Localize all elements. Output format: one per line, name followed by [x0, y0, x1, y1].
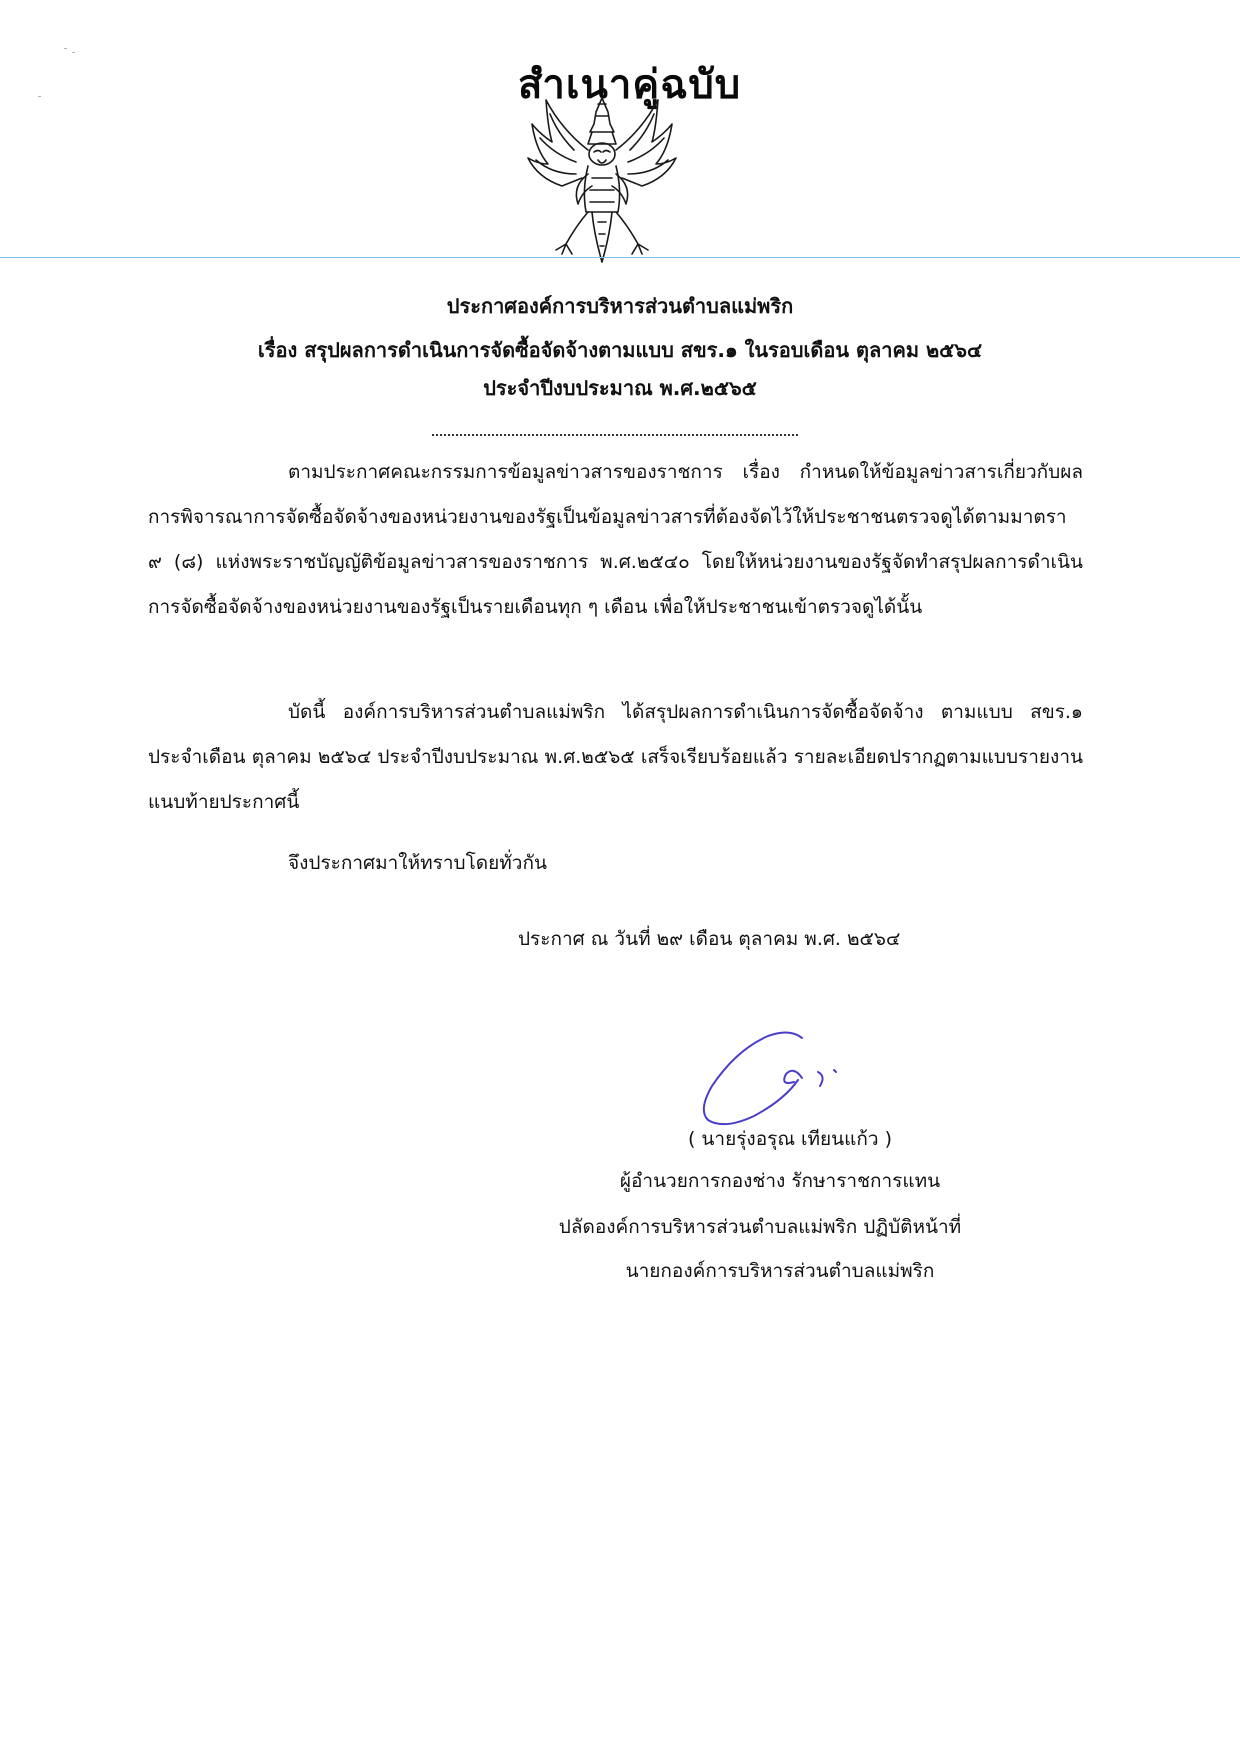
scan-speck — [38, 96, 41, 97]
announcement-title: ประกาศองค์การบริหารส่วนตำบลแม่พริก — [446, 294, 794, 318]
announcement-date: ประกาศ ณ วันที่ ๒๙ เดือน ตุลาคม พ.ศ. ๒๕๖๔ — [518, 928, 901, 950]
fiscal-year-line: ประจำปีงบประมาณ พ.ศ.๒๕๖๕ — [483, 376, 757, 400]
body-paragraph-1: ตามประกาศคณะกรรมการข้อมูลข่าวสารของราชการ เรื่อง กำหนดให้ข้อมูลข่าวสารเกี่ยวกับผลการพิจารณาการจัดซื้อจัดจ้างของหน่วยงานของรัฐเป็นข้อมูลข่าวสารที่ต้องจัดไว้ให้ประชาชนตรวจดูได้ตามมาตรา ๙ (๘) แห่งพระราชบัญญัติข้อมูลข่าวสารของราชการ พ.ศ.๒๕๔๐ โดยให้หน่วยงานของรัฐจัดทำสรุปผลการดำเนินการจัดซื้อจัดจ้างของหน่วยงานของรัฐเป็นรายเดือนทุก ๆ เดือน เพื่อให้ประชาชนเข้าตรวจดูได้นั้น — [148, 461, 1083, 618]
announcement-subject: เรื่อง สรุปผลการดำเนินการจัดซื้อจัดจ้างตามแบบ สขร.๑ ในรอบเดือน ตุลาคม ๒๕๖๔ — [257, 338, 983, 362]
signatory-position-1: ผู้อำนวยการกองช่าง รักษาราชการแทน — [619, 1170, 941, 1192]
dotted-separator — [432, 424, 798, 436]
scan-artifact-line — [0, 257, 1240, 258]
scan-speck — [64, 48, 67, 49]
copy-stamp: สำเนาคู่ฉบับ — [518, 62, 742, 108]
closing-statement: จึงประกาศมาให้ทราบโดยทั่วกัน — [288, 852, 547, 874]
scan-speck — [72, 52, 75, 53]
signatory-name: ( นายรุ่งอรุณ เทียนแก้ว ) — [687, 1128, 893, 1150]
garuda-emblem-icon — [522, 94, 682, 266]
handwritten-signature-icon — [690, 1020, 860, 1130]
body-paragraph-2: บัดนี้ องค์การบริหารส่วนตำบลแม่พริก ได้สรุปผลการดำเนินการจัดซื้อจัดจ้าง ตามแบบ สขร.๑ ประจำเดือน ตุลาคม ๒๕๖๔ ประจำปีงบประมาณ พ.ศ.๒๕๖๕ เสร็จเรียบร้อยแล้ว รายละเอียดปรากฏตามแบบรายงานแนบท้ายประกาศนี้ — [148, 701, 1083, 813]
signatory-position-2: ปลัดองค์การบริหารส่วนตำบลแม่พริก ปฏิบัติหน้าที่ — [558, 1216, 962, 1238]
signatory-position-3: นายกองค์การบริหารส่วนตำบลแม่พริก — [625, 1260, 935, 1282]
